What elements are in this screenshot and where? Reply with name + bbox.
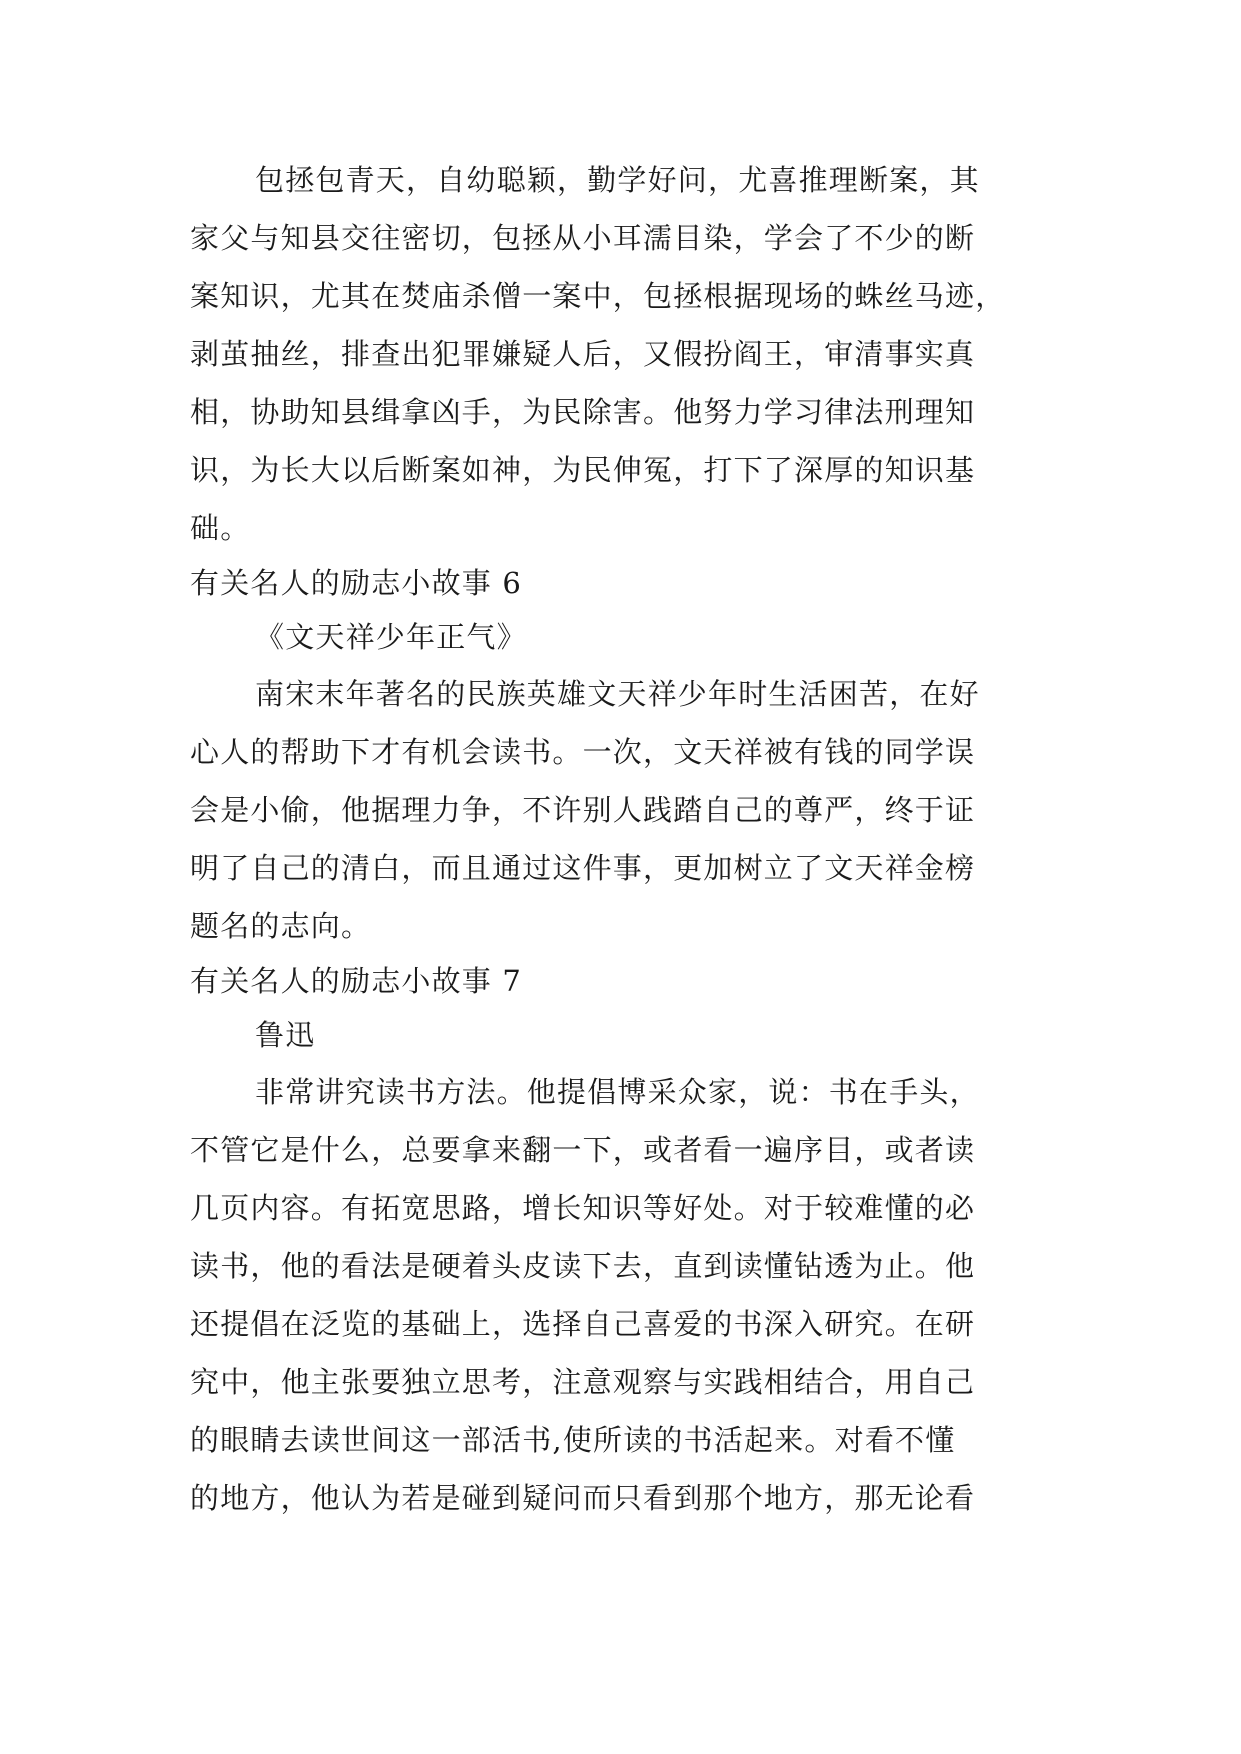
paragraph-line: 案知识，尤其在焚庙杀僧一案中，包拯根据现场的蛛丝马迹， <box>190 279 1006 313</box>
paragraph-line: 相，协助知县缉拿凶手，为民除害。他努力学习律法刑理知 <box>190 395 976 429</box>
paragraph-line: 还提倡在泛览的基础上，选择自己喜爱的书深入研究。在研 <box>190 1307 976 1341</box>
paragraph-line: 识，为长大以后断案如神，为民伸冤，打下了深厚的知识基 <box>190 453 976 487</box>
paragraph-line: 究中，他主张要独立思考，注意观察与实践相结合，用自己 <box>190 1365 976 1399</box>
paragraph-line: 非常讲究读书方法。他提倡博采众家，说：书在手头， <box>255 1075 980 1109</box>
paragraph-line: 心人的帮助下才有机会读书。一次，文天祥被有钱的同学误 <box>190 735 976 769</box>
paragraph-line: 的地方，他认为若是碰到疑问而只看到那个地方，那无论看 <box>190 1481 976 1515</box>
paragraph-line: 几页内容。有拓宽思路，增长知识等好处。对于较难懂的必 <box>190 1191 976 1225</box>
paragraph-line: 题名的志向。 <box>190 909 372 943</box>
paragraph-line: 读书，他的看法是硬着头皮读下去，直到读懂钻透为止。他 <box>190 1249 976 1283</box>
paragraph-line: 家父与知县交往密切，包拯从小耳濡目染，学会了不少的断 <box>190 221 976 255</box>
paragraph-line: 会是小偷，他据理力争，不许别人践踏自己的尊严，终于证 <box>190 793 976 827</box>
section-heading: 有关名人的励志小故事 6 <box>190 566 523 600</box>
paragraph-line: 南宋末年著名的民族英雄文天祥少年时生活困苦，在好 <box>255 677 980 711</box>
section-heading: 有关名人的励志小故事 7 <box>190 964 523 998</box>
paragraph-line: 础。 <box>190 511 251 545</box>
paragraph-line: 的眼睛去读世间这一部活书,使所读的书活起来。对看不懂 <box>190 1423 956 1457</box>
paragraph-line: 包拯包青天，自幼聪颖，勤学好问，尤喜推理断案，其 <box>255 163 980 197</box>
paragraph-line: 不管它是什么，总要拿来翻一下，或者看一遍序目，或者读 <box>190 1133 976 1167</box>
paragraph-line: 明了自己的清白，而且通过这件事，更加树立了文天祥金榜 <box>190 851 976 885</box>
story-title: 《文天祥少年正气》 <box>255 620 527 654</box>
story-title: 鲁迅 <box>255 1018 316 1052</box>
paragraph-line: 剥茧抽丝，排查出犯罪嫌疑人后，又假扮阎王，审清事实真 <box>190 337 976 371</box>
